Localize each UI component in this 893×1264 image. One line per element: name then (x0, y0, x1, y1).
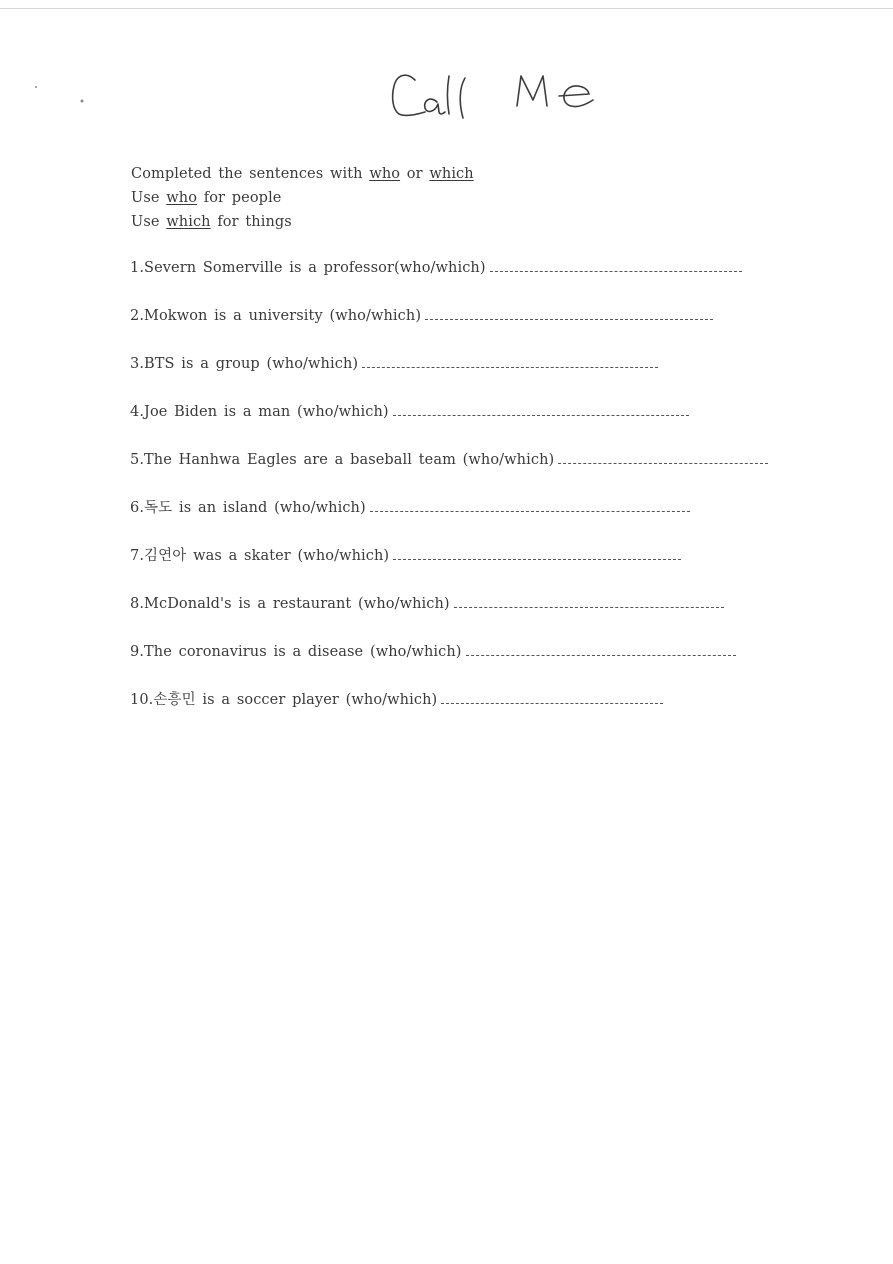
question-text: 3.BTS is a group (who/which) (130, 356, 359, 372)
answer-blank[interactable] (393, 545, 681, 560)
question-4 (130, 400, 768, 448)
underlined-word-which: which (166, 214, 211, 230)
answer-blank[interactable] (490, 257, 742, 272)
answer-blank[interactable] (454, 593, 724, 608)
question-1 (130, 256, 768, 304)
answer-blank[interactable] (441, 689, 663, 704)
question-text: 8.McDonald's is a restaurant (who/which) (130, 596, 450, 612)
answer-blank[interactable] (466, 641, 736, 656)
answer-blank[interactable] (425, 305, 713, 320)
question-6 (130, 496, 768, 544)
question-3 (130, 352, 768, 400)
underlined-word-who: who (166, 190, 198, 206)
instruction-text: or (400, 166, 430, 182)
answer-blank[interactable] (362, 353, 658, 368)
question-text: 10.손흥민 is a soccer player (who/which) (130, 692, 438, 708)
handwritten-title-drawing (385, 62, 615, 132)
instruction-text: Use (131, 190, 167, 206)
answer-blank[interactable] (558, 449, 768, 464)
scan-specks (0, 0, 120, 120)
question-7 (130, 544, 768, 592)
question-9 (130, 640, 768, 688)
question-8 (130, 592, 768, 640)
question-text: 1.Severn Somerville is a professor(who/which) (130, 260, 486, 276)
instruction-text: for things (210, 214, 292, 230)
question-2 (130, 304, 768, 352)
underlined-word-who: who (369, 166, 401, 182)
question-text: 7.김연아 was a skater (who/which) (130, 548, 390, 564)
instruction-line-1 (131, 162, 474, 186)
question-list (130, 256, 768, 736)
question-5 (130, 448, 768, 496)
question-text: 5.The Hanhwa Eagles are a baseball team (who/which) (130, 452, 555, 468)
underlined-word-which: which (429, 166, 474, 182)
instruction-text: for people (197, 190, 282, 206)
instruction-text: Completed the sentences with (131, 166, 370, 182)
question-text: 4.Joe Biden is a man (who/which) (130, 404, 389, 420)
instruction-line-3 (131, 210, 474, 234)
question-text: 2.Mokwon is a university (who/which) (130, 308, 422, 324)
question-text: 9.The coronavirus is a disease (who/which) (130, 644, 462, 660)
title-text (385, 62, 386, 63)
instruction-line-2 (131, 186, 474, 210)
question-10 (130, 688, 768, 736)
answer-blank[interactable] (370, 497, 690, 512)
question-text: 6.독도 is an island (who/which) (130, 500, 366, 516)
answer-blank[interactable] (393, 401, 689, 416)
instructions (131, 162, 474, 234)
scan-edge-line (0, 8, 893, 9)
instruction-text: Use (131, 214, 167, 230)
handwritten-title (385, 62, 615, 132)
